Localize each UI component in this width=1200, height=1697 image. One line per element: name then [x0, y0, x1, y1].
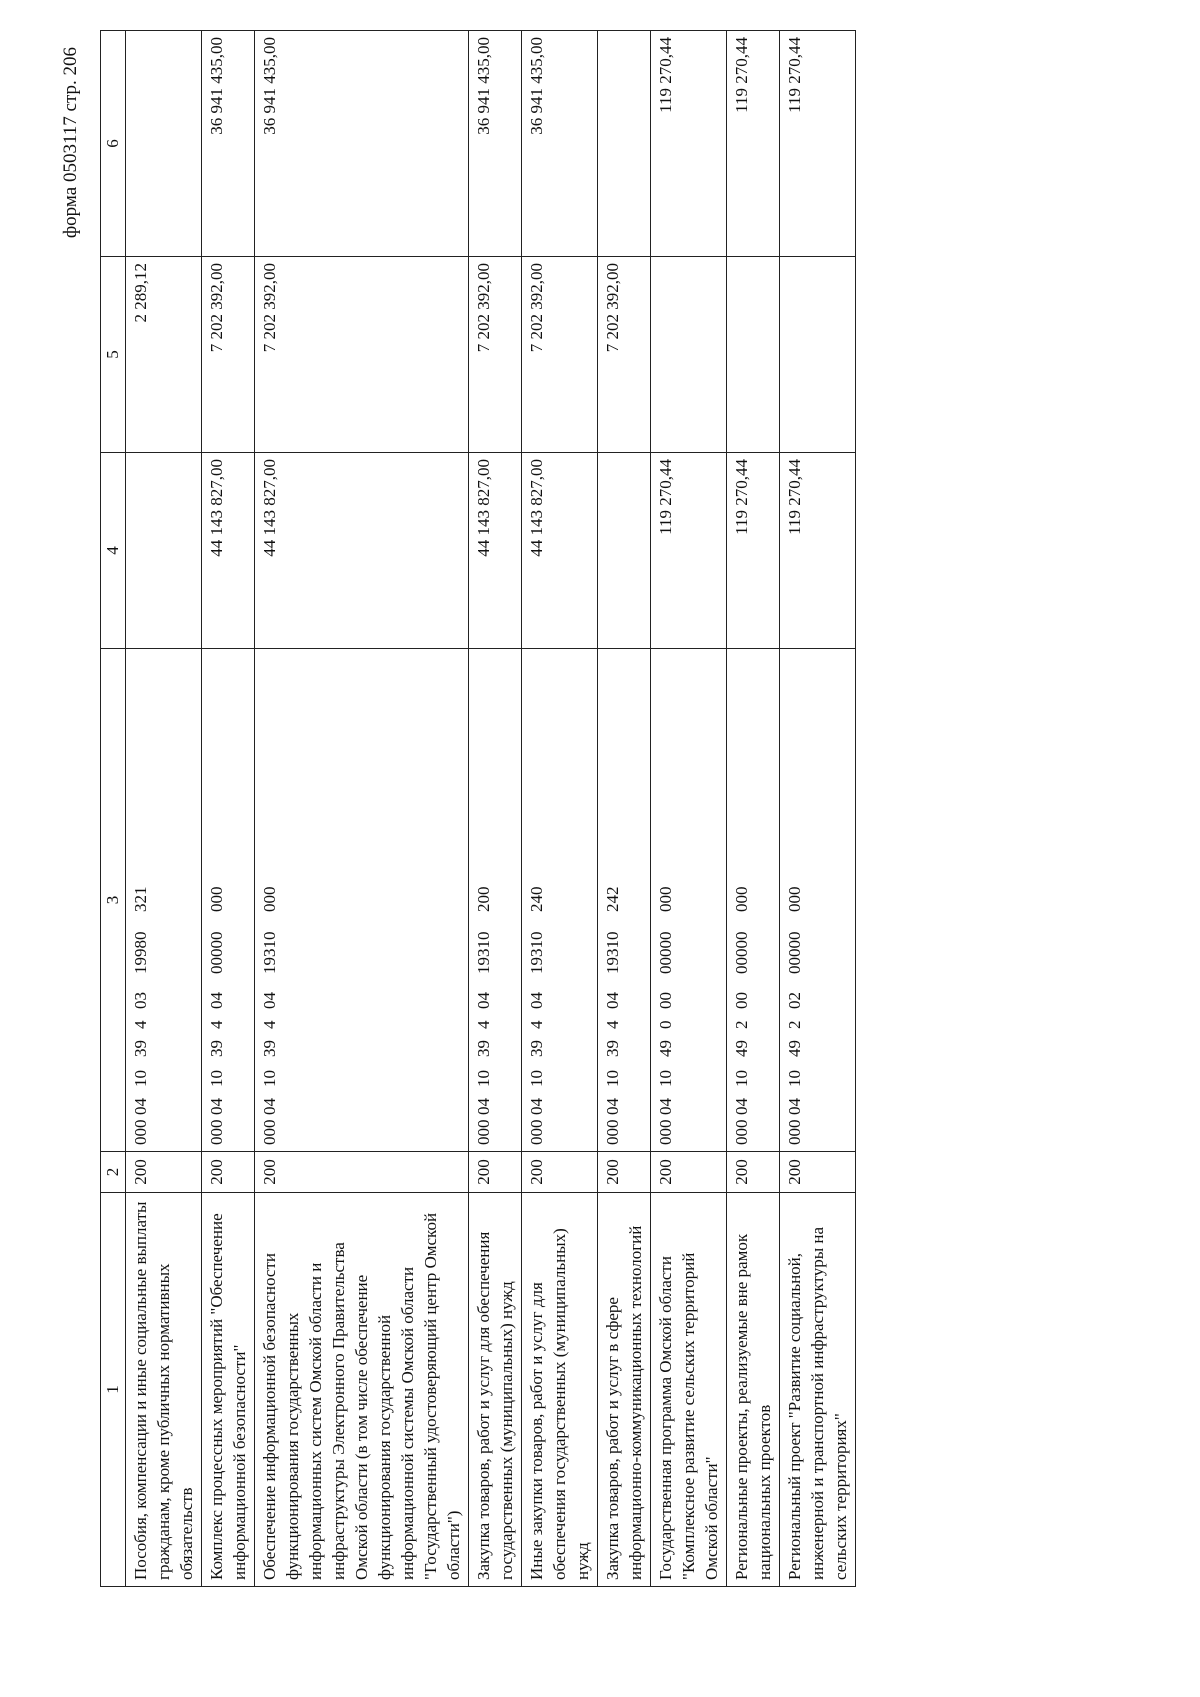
- code-part: 000: [732, 1119, 751, 1145]
- code-part: 240: [527, 886, 546, 912]
- code-part: 4: [260, 1020, 279, 1029]
- code-part: 000: [260, 886, 279, 912]
- code-part: 39: [474, 1040, 493, 1057]
- unexecuted-amount: 36 941 435,00: [469, 31, 522, 257]
- code-part: 04: [603, 1098, 622, 1115]
- unexecuted-amount: 36 941 435,00: [255, 31, 469, 257]
- code-part: 0: [656, 1020, 675, 1029]
- admin-code: 200: [651, 1152, 727, 1193]
- approved-amount: [598, 453, 651, 649]
- budget-classification-code: [598, 649, 651, 1152]
- code-part: 19310: [603, 931, 622, 974]
- code-part: 200: [474, 886, 493, 912]
- code-part: 04: [732, 1098, 751, 1115]
- code-part: 10: [207, 1070, 226, 1087]
- table-row: [469, 31, 522, 1587]
- row-name: Государственная программа Омской области "Комплексное развитие сельских территорий Омской области": [651, 1193, 727, 1587]
- row-name: Региональный проект "Развитие социальной, инженерной и транспортной инфраструктуры на сельских территориях": [780, 1193, 856, 1587]
- code-part: 03: [131, 992, 150, 1009]
- executed-amount: 2 289,12: [126, 257, 202, 453]
- row-name: Закупка товаров, работ и услуг в сфере информационно-коммуникационных технологий: [598, 1193, 651, 1587]
- code-part: 000: [207, 886, 226, 912]
- code-part: 10: [260, 1070, 279, 1087]
- budget-classification-code: [727, 649, 780, 1152]
- column-header: 5: [101, 257, 126, 453]
- admin-code: 200: [202, 1152, 255, 1193]
- admin-code: 200: [255, 1152, 469, 1193]
- code-part: 2: [785, 1020, 804, 1029]
- code-part: 4: [131, 1020, 150, 1029]
- code-part: 00000: [732, 931, 751, 974]
- code-part: 00: [656, 992, 675, 1009]
- table-row: [202, 31, 255, 1587]
- code-part: 4: [207, 1020, 226, 1029]
- code-part: 000: [207, 1119, 226, 1145]
- unexecuted-amount: 36 941 435,00: [522, 31, 598, 257]
- admin-code: 200: [780, 1152, 856, 1193]
- admin-code: 200: [469, 1152, 522, 1193]
- admin-code: 200: [522, 1152, 598, 1193]
- code-part: 4: [474, 1020, 493, 1029]
- code-part: 00: [732, 992, 751, 1009]
- row-name: Обеспечение информационной безопасности функционирования государственных информационных систем Омской области и инфраструктуры Электронного Правительства Омской области (в том числе обеспечение функционирования государственной информационной системы Омской области "Государственный удостоверяющий центр Омской области"): [255, 1193, 469, 1587]
- executed-amount: 7 202 392,00: [469, 257, 522, 453]
- row-name: Региональные проекты, реализуемые вне рамок национальных проектов: [727, 1193, 780, 1587]
- column-header: 1: [101, 1193, 126, 1587]
- code-part: 2: [732, 1020, 751, 1029]
- code-part: 000: [474, 1119, 493, 1145]
- table-row: [598, 31, 651, 1587]
- admin-code: 200: [126, 1152, 202, 1193]
- admin-code: 200: [598, 1152, 651, 1193]
- budget-classification-code: [522, 649, 598, 1152]
- code-part: 39: [527, 1040, 546, 1057]
- code-part: 000: [785, 886, 804, 912]
- code-part: 19980: [131, 931, 150, 974]
- code-part: 49: [785, 1040, 804, 1057]
- executed-amount: [780, 257, 856, 453]
- code-part: 4: [527, 1020, 546, 1029]
- code-part: 19310: [527, 931, 546, 974]
- table-row: [727, 31, 780, 1587]
- executed-amount: [727, 257, 780, 453]
- table-row: [255, 31, 469, 1587]
- code-part: 49: [732, 1040, 751, 1057]
- table-row: [522, 31, 598, 1587]
- code-part: 000: [732, 886, 751, 912]
- row-name: Иные закупки товаров, работ и услуг для обеспечения государственных (муниципальных) нужд: [522, 1193, 598, 1587]
- table-row: [780, 31, 856, 1587]
- code-part: 00000: [785, 931, 804, 974]
- admin-code: 200: [727, 1152, 780, 1193]
- code-part: 19310: [260, 931, 279, 974]
- code-part: 10: [603, 1070, 622, 1087]
- code-part: 10: [785, 1070, 804, 1087]
- code-part: 39: [603, 1040, 622, 1057]
- code-part: 04: [474, 1098, 493, 1115]
- code-part: 04: [131, 1098, 150, 1115]
- table-row: [126, 31, 202, 1587]
- code-part: 04: [260, 992, 279, 1009]
- code-part: 000: [131, 1119, 150, 1145]
- code-part: 00000: [207, 931, 226, 974]
- executed-amount: 7 202 392,00: [598, 257, 651, 453]
- code-part: 04: [260, 1098, 279, 1115]
- row-name: Комплекс процессных мероприятий "Обеспечение информационной безопасности": [202, 1193, 255, 1587]
- budget-table: [100, 30, 856, 1587]
- code-part: 242: [603, 886, 622, 912]
- executed-amount: 7 202 392,00: [522, 257, 598, 453]
- code-part: 04: [207, 1098, 226, 1115]
- budget-classification-code: [469, 649, 522, 1152]
- unexecuted-amount: 119 270,44: [651, 31, 727, 257]
- column-header: 4: [101, 453, 126, 649]
- code-part: 000: [656, 1119, 675, 1145]
- code-part: 04: [527, 992, 546, 1009]
- code-part: 10: [131, 1070, 150, 1087]
- unexecuted-amount: [126, 31, 202, 257]
- code-part: 10: [732, 1070, 751, 1087]
- code-part: 39: [260, 1040, 279, 1057]
- code-part: 04: [785, 1098, 804, 1115]
- executed-amount: 7 202 392,00: [255, 257, 469, 453]
- approved-amount: [126, 453, 202, 649]
- code-part: 000: [656, 886, 675, 912]
- column-header: 6: [101, 31, 126, 257]
- code-part: 04: [527, 1098, 546, 1115]
- executed-amount: 7 202 392,00: [202, 257, 255, 453]
- code-part: 000: [527, 1119, 546, 1145]
- code-part: 000: [785, 1119, 804, 1145]
- code-part: 49: [656, 1040, 675, 1057]
- budget-classification-code: [780, 649, 856, 1152]
- unexecuted-amount: 119 270,44: [780, 31, 856, 257]
- approved-amount: 119 270,44: [780, 453, 856, 649]
- column-number-row: [101, 31, 126, 1587]
- code-part: 04: [656, 1098, 675, 1115]
- code-part: 4: [603, 1020, 622, 1029]
- code-part: 321: [131, 886, 150, 912]
- code-part: 04: [474, 992, 493, 1009]
- column-header: 2: [101, 1152, 126, 1193]
- approved-amount: 44 143 827,00: [255, 453, 469, 649]
- code-part: 000: [260, 1119, 279, 1145]
- approved-amount: 44 143 827,00: [202, 453, 255, 649]
- approved-amount: 119 270,44: [651, 453, 727, 649]
- executed-amount: [651, 257, 727, 453]
- code-part: 19310: [474, 931, 493, 974]
- code-part: 00000: [656, 931, 675, 974]
- code-part: 39: [131, 1040, 150, 1057]
- unexecuted-amount: 119 270,44: [727, 31, 780, 257]
- unexecuted-amount: [598, 31, 651, 257]
- budget-classification-code: [126, 649, 202, 1152]
- budget-classification-code: [202, 649, 255, 1152]
- code-part: 10: [474, 1070, 493, 1087]
- row-name: Закупка товаров, работ и услуг для обеспечения государственных (муниципальных) нужд: [469, 1193, 522, 1587]
- approved-amount: 119 270,44: [727, 453, 780, 649]
- code-part: 10: [527, 1070, 546, 1087]
- budget-classification-code: [255, 649, 469, 1152]
- code-part: 04: [603, 992, 622, 1009]
- code-part: 000: [603, 1119, 622, 1145]
- budget-classification-code: [651, 649, 727, 1152]
- code-part: 04: [207, 992, 226, 1009]
- code-part: 02: [785, 992, 804, 1009]
- approved-amount: 44 143 827,00: [522, 453, 598, 649]
- column-header: 3: [101, 649, 126, 1152]
- code-part: 39: [207, 1040, 226, 1057]
- code-part: 10: [656, 1070, 675, 1087]
- row-name: Пособия, компенсации и иные социальные выплаты гражданам, кроме публичных нормативных обязательств: [126, 1193, 202, 1587]
- unexecuted-amount: 36 941 435,00: [202, 31, 255, 257]
- form-number-note: форма 0503117 стр. 206: [60, 47, 81, 239]
- table-row: [651, 31, 727, 1587]
- approved-amount: 44 143 827,00: [469, 453, 522, 649]
